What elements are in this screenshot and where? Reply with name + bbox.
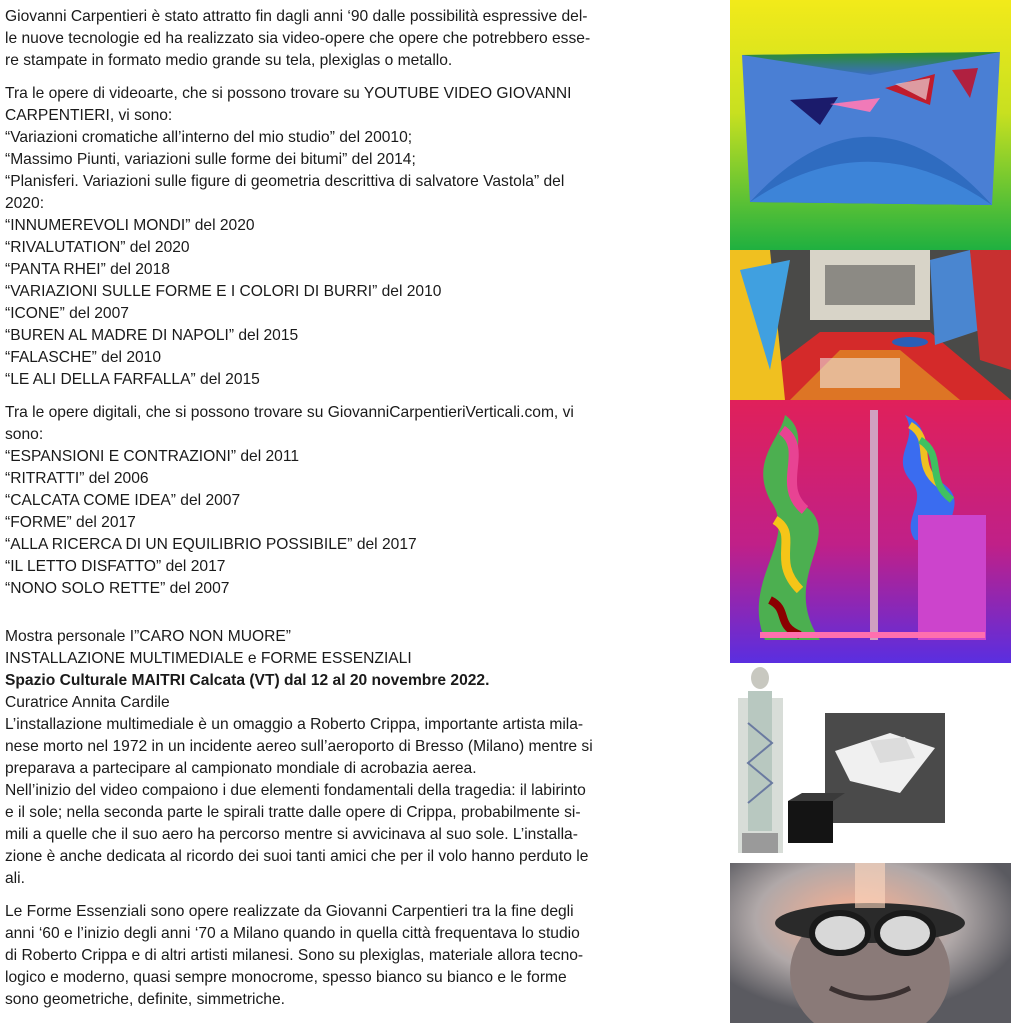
artwork-aviator-photo <box>730 863 1011 1023</box>
artwork-forme-image <box>730 400 1011 663</box>
para-line: e il sole; nella seconda parte le spirali tratte dalle opere di Crippa, probabilmente si- <box>5 804 581 821</box>
video-work: “VARIAZIONI SULLE FORME E I COLORI DI BURRI” del 2010 <box>5 283 442 300</box>
video-work: “ICONE” del 2007 <box>5 305 129 322</box>
para-line: di Roberto Crippa e di altri artisti milanesi. Sono su plexiglas, materiale allora tecno- <box>5 947 584 964</box>
video-intro: Tra le opere di videoarte, che si possono trovare su YOUTUBE VIDEO GIOVANNI <box>5 85 572 102</box>
video-intro: CARPENTIERI, vi sono: <box>5 107 173 124</box>
video-work: “LE ALI DELLA FARFALLA” del 2015 <box>5 371 260 388</box>
video-work: “FALASCHE” del 2010 <box>5 349 162 366</box>
digital-work: “FORME” del 2017 <box>5 514 136 531</box>
para-line: sono geometriche, definite, simmetriche. <box>5 991 285 1008</box>
digital-intro: sono: <box>5 426 44 443</box>
para-line: zione è anche dedicata al ricordo dei suoi tanti amici che per il volo hanno perduto le <box>5 848 589 865</box>
artwork-studio-image <box>730 250 1011 400</box>
para-line: preparava a partecipare al campionato mondiale di acrobazia aerea. <box>5 760 477 777</box>
para-line: logico e moderno, quasi sempre monocrome, spesso bianco su bianco e le forme <box>5 969 567 986</box>
video-work: “PANTA RHEI” del 2018 <box>5 261 170 278</box>
artwork-planisferi-image <box>730 0 1011 250</box>
digital-work: “ALLA RICERCA DI UN EQUILIBRIO POSSIBILE” del 2017 <box>5 536 417 553</box>
para-line: mili a quelle che il suo aero ha percorso mentre si avvicinava al suo sole. L’installa- <box>5 826 578 843</box>
intro-line: Giovanni Carpentieri è stato attratto fin dagli anni ‘90 dalle possibilità espressive del- <box>5 8 588 25</box>
digital-work: “ESPANSIONI E CONTRAZIONI” del 2011 <box>5 448 300 465</box>
video-work: “Variazioni cromatiche all’interno del mio studio” del 20010; <box>5 129 413 146</box>
video-work: “RIVALUTATION” del 2020 <box>5 239 190 256</box>
para-line: nese morto nel 1972 in un incidente aereo sull’aeroporto di Bresso (Milano) mentre si <box>5 738 593 755</box>
para-line: Nell’inizio del video compaiono i due elementi fondamentali della tragedia: il labirinto <box>5 782 586 799</box>
exhibition-venue: Spazio Culturale MAITRI Calcata (VT) dal 12 al 20 novembre 2022. <box>5 672 490 689</box>
digital-work: “RITRATTI” del 2006 <box>5 470 149 487</box>
exhibition-curator: Curatrice Annita Cardile <box>5 694 170 711</box>
para-line: L’installazione multimediale è un omaggio a Roberto Crippa, importante artista mila- <box>5 716 584 733</box>
artwork-installation-photo <box>730 663 1011 863</box>
para-line: Le Forme Essenziali sono opere realizzate da Giovanni Carpentieri tra la fine degli <box>5 903 574 920</box>
video-work: 2020: <box>5 195 45 212</box>
text-column <box>5 6 717 1011</box>
exhibition-title: Mostra personale I”CARO NON MUORE” <box>5 628 291 645</box>
video-work: “INNUMEREVOLI MONDI” del 2020 <box>5 217 255 234</box>
digital-work: “IL LETTO DISFATTO” del 2017 <box>5 558 226 575</box>
digital-work: “CALCATA COME IDEA” del 2007 <box>5 492 241 509</box>
exhibition-subtitle: INSTALLAZIONE MULTIMEDIALE e FORME ESSENZIALI <box>5 650 412 667</box>
intro-line: re stampate in formato medio grande su tela, plexiglas o metallo. <box>5 52 453 69</box>
video-work: “BUREN AL MADRE DI NAPOLI” del 2015 <box>5 327 299 344</box>
video-work: “Planisferi. Variazioni sulle figure di geometria descrittiva di salvatore Vastola” del <box>5 173 565 190</box>
digital-work: “NONO SOLO RETTE” del 2007 <box>5 580 230 597</box>
intro-line: le nuove tecnologie ed ha realizzato sia video-opere che opere che potrebbero esse- <box>5 30 591 47</box>
para-line: anni ‘60 e l’inizio degli anni ‘70 a Milano quando in quella città frequentava lo studio <box>5 925 580 942</box>
video-work: “Massimo Piunti, variazioni sulle forme dei bitumi” del 2014; <box>5 151 416 168</box>
para-line: ali. <box>5 870 25 887</box>
digital-intro: Tra le opere digitali, che si possono trovare su GiovanniCarpentieriVerticali.com, vi <box>5 404 574 421</box>
